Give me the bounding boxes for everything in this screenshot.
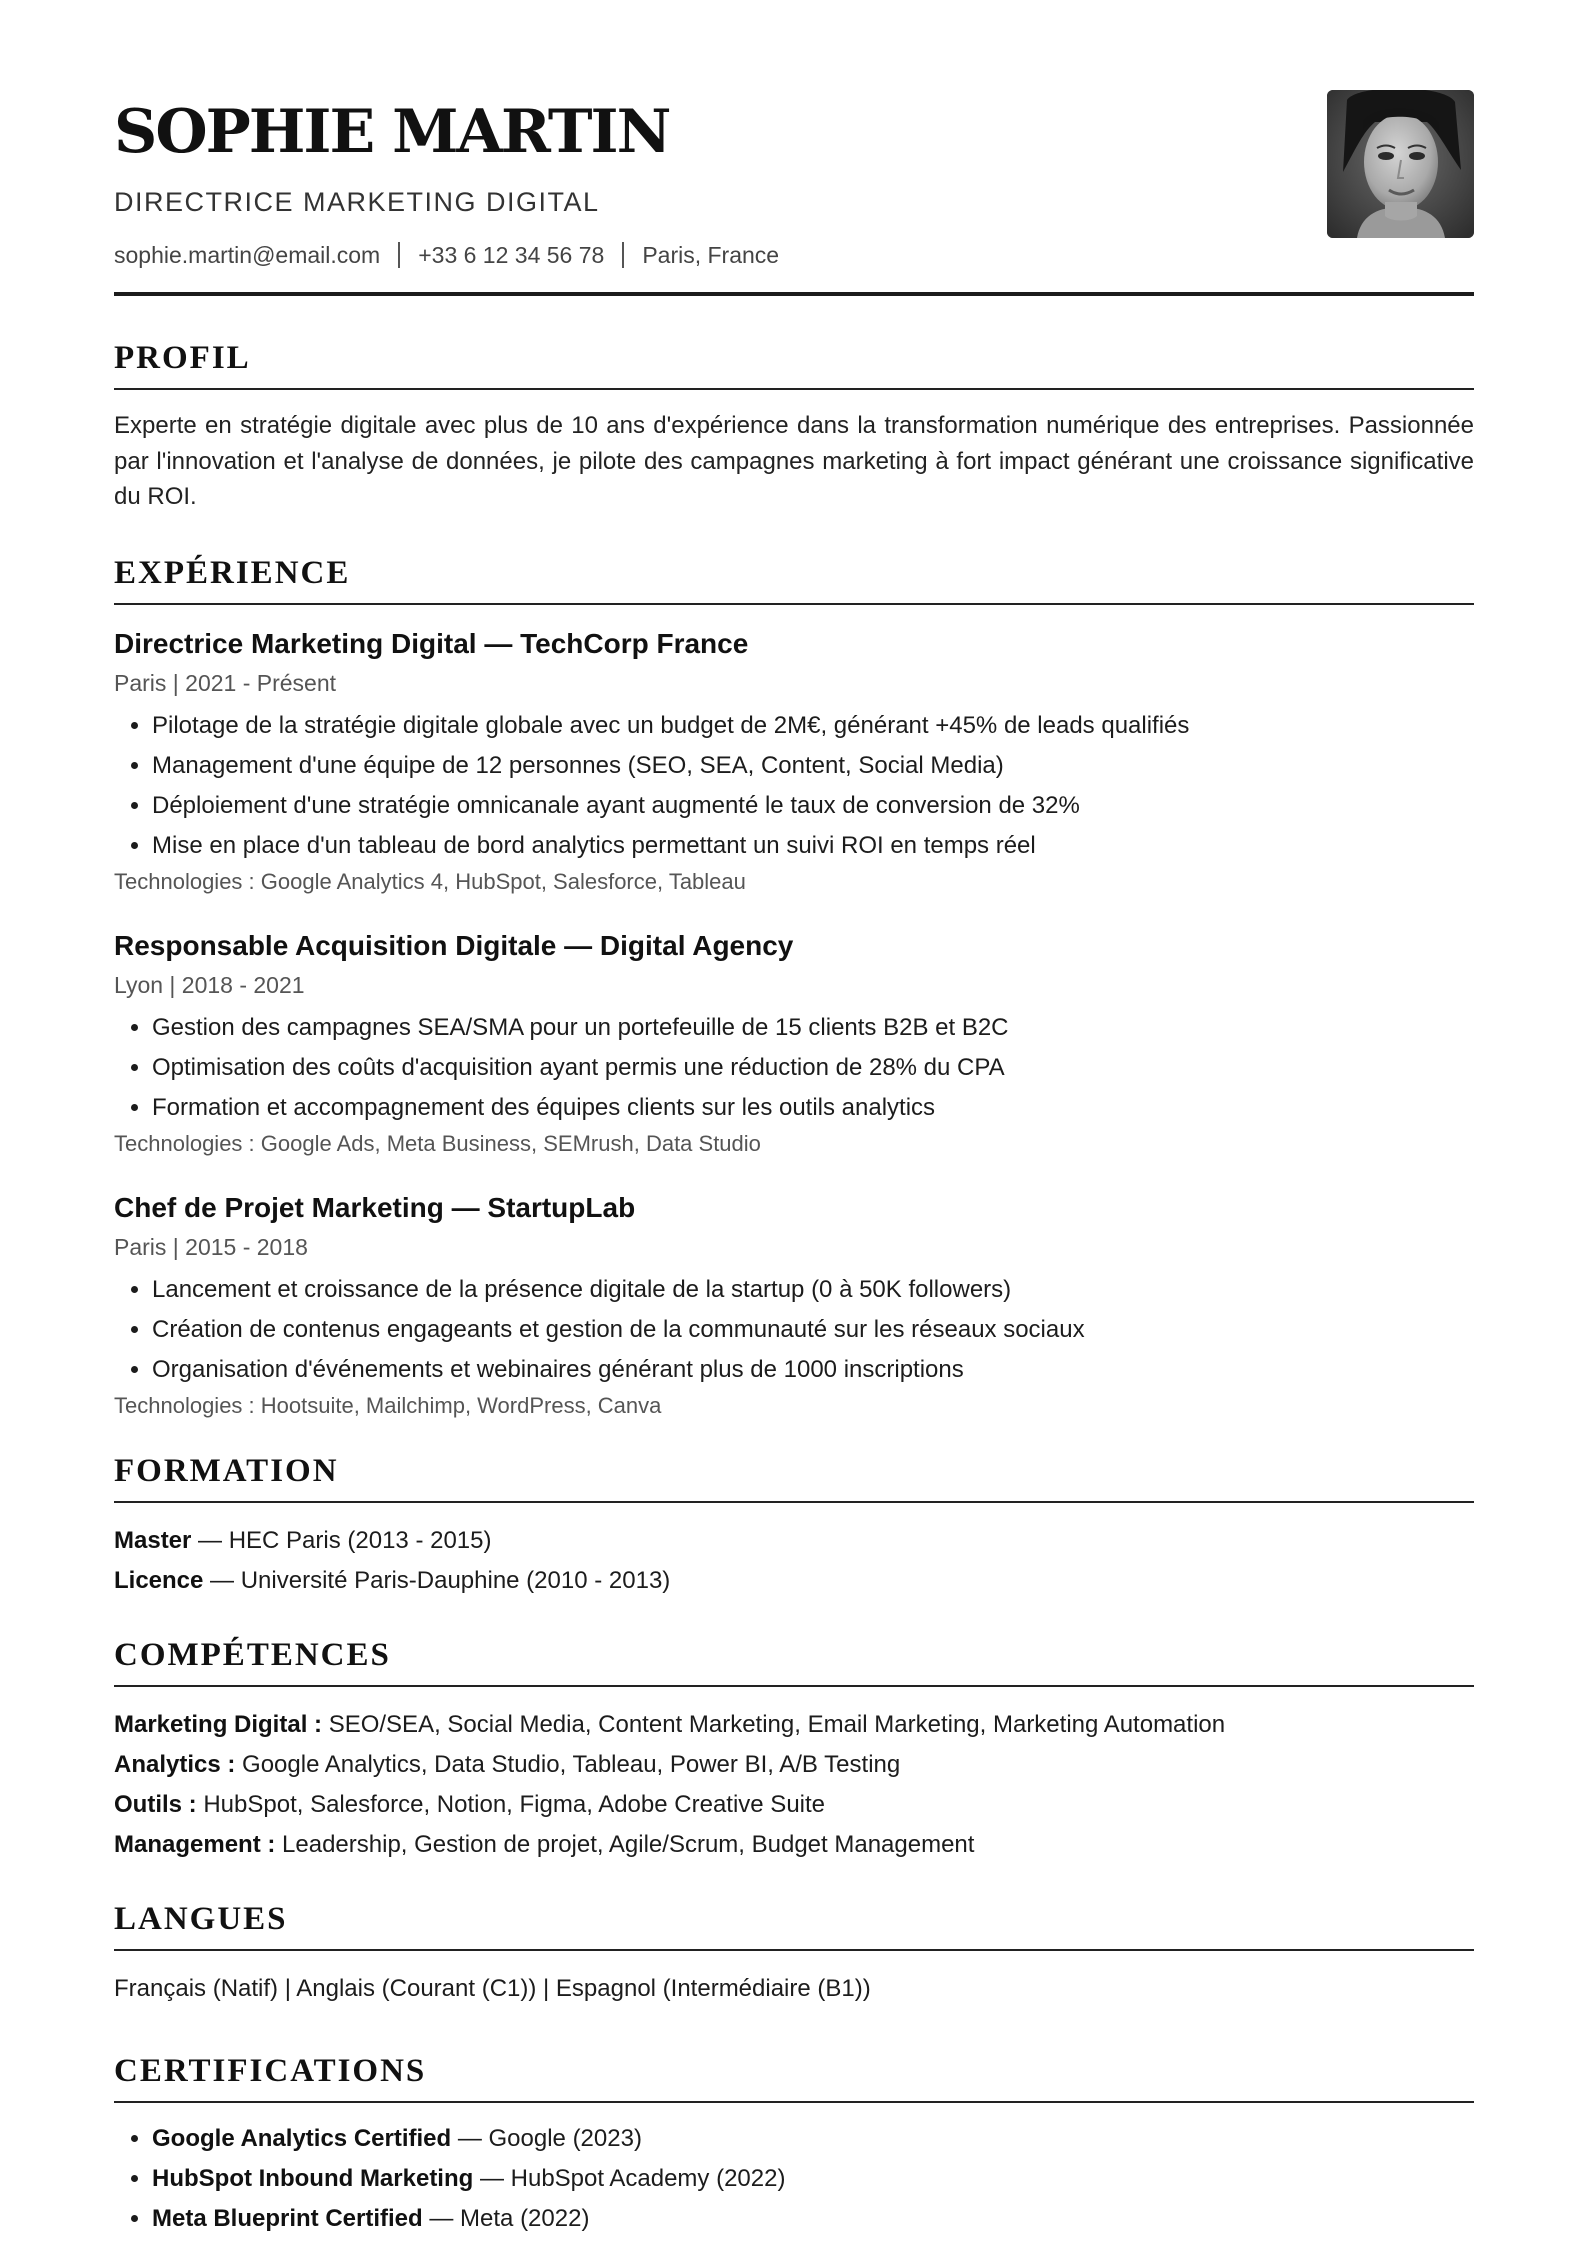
contact-divider: [398, 242, 400, 268]
section-title-langues: LANGUES: [114, 1899, 1474, 1951]
skill-values: HubSpot, Salesforce, Notion, Figma, Adobe Creative Suite: [196, 1790, 826, 1818]
certification-detail: — HubSpot Academy (2022): [473, 2164, 786, 2192]
job-technologies: Technologies : Hootsuite, Mailchimp, WordPress, Canva: [114, 1392, 662, 1418]
languages-section: [114, 1899, 1474, 2009]
skill-values: Google Analytics, Data Studio, Tableau, Power BI, A/B Testing: [235, 1750, 901, 1778]
education-detail: — Université Paris-Dauphine (2010 - 2013): [203, 1566, 671, 1594]
email-text[interactable]: sophie.martin@email.com: [114, 242, 381, 268]
achievement-item: • Lancement et croissance de la présence digitale de la startup (0 à 50K followers): [152, 1270, 1474, 1310]
candidate-name: SOPHIE MARTIN: [114, 97, 670, 167]
resume-header: [114, 0, 1474, 296]
achievement-item: • Optimisation des coûts d'acquisition ayant permis une réduction de 28% du CPA: [152, 1048, 1474, 1088]
achievement-item: • Gestion des campagnes SEA/SMA pour un portefeuille de 15 clients B2B et B2C: [152, 1008, 1474, 1048]
certification-detail: — Meta (2022): [422, 2204, 590, 2232]
experience-entry: [114, 627, 1474, 897]
section-title-experience: EXPÉRIENCE: [114, 553, 1474, 605]
education-entry: [114, 1561, 1474, 1601]
certification-item: [152, 2159, 1474, 2199]
profile-summary: Experte en stratégie digitale avec plus de 10 ans d'expérience dans la transformation numérique des entreprises. Passionnée par l'innovation et l'analyse de données, je pilote des campagnes marketing à fort impact générant une croissance significative du ROI.: [114, 412, 1474, 510]
certification-item: [152, 2119, 1474, 2159]
achievement-item: • Management d'une équipe de 12 personnes (SEO, SEA, Content, Social Media): [152, 746, 1474, 786]
skill-entry: [114, 1785, 1474, 1825]
languages-text: Français (Natif) | Anglais (Courant (C1)) | Espagnol (Intermédiaire (B1)): [114, 1974, 871, 2002]
education-detail: — HEC Paris (2013 - 2015): [191, 1526, 492, 1554]
skill-entry: [114, 1825, 1474, 1865]
experience-section: [114, 553, 1474, 1421]
contact-divider: [622, 242, 624, 268]
section-title-profil: PROFIL: [114, 338, 1474, 390]
achievement-item: • Création de contenus engageants et gestion de la communauté sur les réseaux sociaux: [152, 1310, 1474, 1350]
job-location-dates: Lyon | 2018 - 2021: [114, 971, 305, 998]
skill-entry: [114, 1745, 1474, 1785]
achievement-item: • Déploiement d'une stratégie omnicanale ayant augmenté le taux de conversion de 32%: [152, 786, 1474, 826]
job-position: Responsable Acquisition Digitale — Digital Agency: [114, 929, 794, 961]
education-degree: Licence: [114, 1566, 204, 1594]
location-text: Paris, France: [642, 242, 780, 268]
portrait-image: [1327, 90, 1474, 238]
job-position: Chef de Projet Marketing — StartupLab: [114, 1191, 636, 1223]
experience-entry: [114, 929, 1474, 1159]
profile-photo: [1327, 90, 1474, 238]
profile-section: [114, 338, 1474, 515]
job-technologies: Technologies : Google Analytics 4, HubSpot, Salesforce, Tableau: [114, 868, 746, 894]
job-title-heading: DIRECTRICE MARKETING DIGITAL: [114, 187, 600, 217]
job-location-dates: Paris | 2015 - 2018: [114, 1233, 308, 1260]
certifications-section: [114, 2051, 1474, 2239]
certification-name: Google Analytics Certified: [152, 2124, 452, 2152]
job-position: Directrice Marketing Digital — TechCorp France: [114, 627, 749, 659]
achievement-item: • Pilotage de la stratégie digitale globale avec un budget de 2M€, générant +45% de leads qualifiés: [152, 706, 1474, 746]
job-location-dates: Paris | 2021 - Présent: [114, 669, 337, 696]
experience-entry: [114, 1191, 1474, 1421]
job-achievements: [114, 1008, 1474, 1128]
skill-values: Leadership, Gestion de projet, Agile/Scrum, Budget Management: [275, 1830, 975, 1858]
achievement-item: • Mise en place d'un tableau de bord analytics permettant un suivi ROI en temps réel: [152, 826, 1474, 866]
skill-category: Management :: [114, 1830, 276, 1858]
section-title-certifications: CERTIFICATIONS: [114, 2051, 1474, 2103]
skill-category: Outils :: [114, 1790, 197, 1818]
skill-category: Marketing Digital :: [114, 1710, 323, 1738]
skill-category: Analytics :: [114, 1750, 236, 1778]
skills-section: [114, 1635, 1474, 1865]
phone-text[interactable]: +33 6 12 34 56 78: [418, 242, 605, 268]
certification-name: Meta Blueprint Certified: [152, 2204, 423, 2232]
education-list: [114, 1521, 1474, 1601]
certification-detail: — Google (2023): [451, 2124, 642, 2152]
job-achievements: [114, 706, 1474, 866]
job-technologies: Technologies : Google Ads, Meta Business, SEMrush, Data Studio: [114, 1130, 761, 1156]
skill-entry: [114, 1705, 1474, 1745]
achievement-item: • Formation et accompagnement des équipes clients sur les outils analytics: [152, 1088, 1474, 1128]
job-achievements: [114, 1270, 1474, 1390]
education-section: [114, 1451, 1474, 1601]
skills-list: [114, 1705, 1474, 1865]
achievement-item: • Organisation d'événements et webinaires générant plus de 1000 inscriptions: [152, 1350, 1474, 1390]
section-title-competences: COMPÉTENCES: [114, 1635, 1474, 1687]
certification-item: [152, 2199, 1474, 2239]
certification-name: HubSpot Inbound Marketing: [152, 2164, 474, 2192]
skill-values: SEO/SEA, Social Media, Content Marketing, Email Marketing, Marketing Automation: [322, 1710, 1226, 1738]
certifications-list: [114, 2119, 1474, 2239]
contact-line: [114, 240, 1474, 270]
education-degree: Master: [114, 1526, 192, 1554]
section-title-formation: FORMATION: [114, 1451, 1474, 1503]
education-entry: [114, 1521, 1474, 1561]
